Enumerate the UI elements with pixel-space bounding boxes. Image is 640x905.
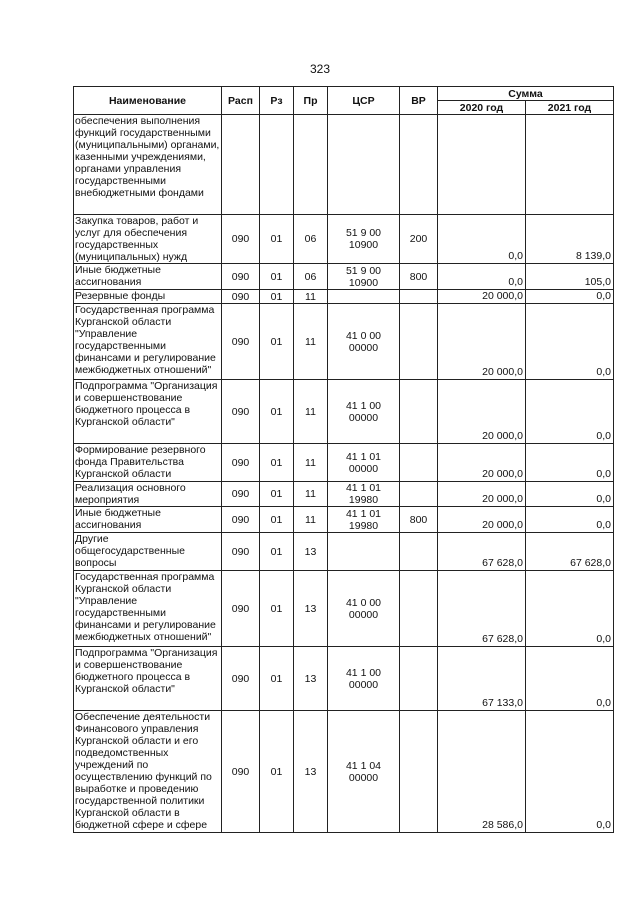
cell-pr: 11	[294, 304, 328, 380]
cell-y2020: 67 628,0	[438, 571, 526, 647]
cell-rasp: 090	[222, 647, 260, 711]
cell-vr	[400, 115, 438, 215]
cell-rz: 01	[260, 264, 294, 290]
cell-rz: 01	[260, 482, 294, 507]
cell-rasp: 090	[222, 215, 260, 264]
table-row	[74, 444, 614, 482]
cell-rz: 01	[260, 444, 294, 482]
cell-rasp: 090	[222, 571, 260, 647]
cell-y2021: 0,0	[526, 507, 614, 533]
cell-y2021: 8 139,0	[526, 215, 614, 264]
table-row	[74, 380, 614, 444]
cell-vr: 800	[400, 507, 438, 533]
header-name: Наименование	[74, 87, 222, 115]
cell-y2021: 0,0	[526, 482, 614, 507]
cell-y2021: 0,0	[526, 444, 614, 482]
cell-y2020: 0,0	[438, 264, 526, 290]
table-row	[74, 711, 614, 833]
cell-csr: 41 1 00 00000	[328, 380, 400, 444]
cell-rasp	[222, 115, 260, 215]
cell-y2021: 67 628,0	[526, 533, 614, 571]
cell-y2021: 0,0	[526, 304, 614, 380]
cell-csr: 41 1 01 19980	[328, 507, 400, 533]
cell-csr: 41 1 04 00000	[328, 711, 400, 833]
cell-rz: 01	[260, 647, 294, 711]
cell-y2020: 67 133,0	[438, 647, 526, 711]
cell-name: Государственная программа Курганской области "Управление государственными финансами и регулирование межбюджетных отношений"	[74, 304, 222, 380]
cell-csr: 41 1 00 00000	[328, 647, 400, 711]
table-row	[74, 482, 614, 507]
table-row	[74, 290, 614, 304]
cell-vr	[400, 304, 438, 380]
cell-name: Подпрограмма "Организация и совершенствование бюджетного процесса в Курганской области"	[74, 647, 222, 711]
header-pr: Пр	[294, 87, 328, 115]
cell-pr	[294, 115, 328, 215]
cell-vr	[400, 647, 438, 711]
cell-pr: 06	[294, 264, 328, 290]
cell-rz: 01	[260, 533, 294, 571]
cell-pr: 11	[294, 290, 328, 304]
table-row	[74, 571, 614, 647]
cell-y2020: 67 628,0	[438, 533, 526, 571]
header-2021: 2021 год	[526, 101, 614, 115]
cell-csr: 51 9 00 10900	[328, 215, 400, 264]
table-row	[74, 115, 614, 215]
cell-rasp: 090	[222, 533, 260, 571]
cell-name: Обеспечение деятельности Финансового управления Курганской области и его подведомственных учреждений по осуществлению функций по выработке и проведению государственной политики Курганской области в бюджетной сфере и сфере	[74, 711, 222, 833]
cell-name: обеспечения выполнения функций государственными (муниципальными) органами, казенными учреждениями, органами управления государственными внебюджетными фондами	[74, 115, 222, 215]
cell-y2020: 20 000,0	[438, 380, 526, 444]
header-2020: 2020 год	[438, 101, 526, 115]
cell-y2021: 0,0	[526, 380, 614, 444]
cell-rasp: 090	[222, 507, 260, 533]
cell-y2020: 20 000,0	[438, 482, 526, 507]
cell-csr: 51 9 00 10900	[328, 264, 400, 290]
cell-y2021: 105,0	[526, 264, 614, 290]
table-row	[74, 304, 614, 380]
cell-pr: 11	[294, 380, 328, 444]
cell-rz: 01	[260, 380, 294, 444]
cell-name: Подпрограмма "Организация и совершенствование бюджетного процесса в Курганской области"	[74, 380, 222, 444]
header-rasp: Расп	[222, 87, 260, 115]
cell-rasp: 090	[222, 304, 260, 380]
cell-vr	[400, 482, 438, 507]
cell-csr: 41 1 01 00000	[328, 444, 400, 482]
cell-csr	[328, 533, 400, 571]
cell-rasp: 090	[222, 444, 260, 482]
cell-vr	[400, 571, 438, 647]
cell-y2021: 0,0	[526, 711, 614, 833]
cell-name: Иные бюджетные ассигнования	[74, 507, 222, 533]
cell-vr	[400, 711, 438, 833]
cell-pr: 13	[294, 711, 328, 833]
cell-rz	[260, 115, 294, 215]
cell-y2020: 0,0	[438, 215, 526, 264]
cell-rz: 01	[260, 711, 294, 833]
cell-name: Формирование резервного фонда Правительства Курганской области	[74, 444, 222, 482]
table-row	[74, 533, 614, 571]
cell-csr	[328, 115, 400, 215]
cell-vr: 200	[400, 215, 438, 264]
cell-rz: 01	[260, 507, 294, 533]
cell-y2021: 0,0	[526, 290, 614, 304]
table-row	[74, 215, 614, 264]
cell-rz: 01	[260, 304, 294, 380]
cell-csr: 41 1 01 19980	[328, 482, 400, 507]
cell-y2021: 0,0	[526, 647, 614, 711]
cell-pr: 13	[294, 533, 328, 571]
header-sum: Сумма	[438, 87, 614, 101]
cell-vr	[400, 444, 438, 482]
header-csr: ЦСР	[328, 87, 400, 115]
cell-rasp: 090	[222, 482, 260, 507]
cell-pr: 13	[294, 647, 328, 711]
cell-y2020: 20 000,0	[438, 444, 526, 482]
cell-rz: 01	[260, 290, 294, 304]
cell-y2020: 20 000,0	[438, 290, 526, 304]
cell-pr: 11	[294, 482, 328, 507]
cell-vr	[400, 380, 438, 444]
table-row	[74, 507, 614, 533]
cell-name: Иные бюджетные ассигнования	[74, 264, 222, 290]
cell-rasp: 090	[222, 290, 260, 304]
cell-name: Государственная программа Курганской области "Управление государственными финансами и регулирование межбюджетных отношений"	[74, 571, 222, 647]
cell-y2020: 20 000,0	[438, 507, 526, 533]
cell-y2021	[526, 115, 614, 215]
cell-vr: 800	[400, 264, 438, 290]
cell-name: Другие общегосударственные вопросы	[74, 533, 222, 571]
table-row	[74, 264, 614, 290]
cell-vr	[400, 533, 438, 571]
cell-csr	[328, 290, 400, 304]
cell-y2020: 20 000,0	[438, 304, 526, 380]
cell-rasp: 090	[222, 380, 260, 444]
budget-table	[73, 86, 614, 833]
cell-pr: 13	[294, 571, 328, 647]
cell-y2021: 0,0	[526, 571, 614, 647]
cell-pr: 11	[294, 507, 328, 533]
cell-csr: 41 0 00 00000	[328, 304, 400, 380]
cell-rz: 01	[260, 215, 294, 264]
cell-pr: 11	[294, 444, 328, 482]
cell-name: Реализация основного мероприятия	[74, 482, 222, 507]
page-number: 323	[309, 62, 331, 76]
cell-pr: 06	[294, 215, 328, 264]
cell-vr	[400, 290, 438, 304]
cell-rz: 01	[260, 571, 294, 647]
header-rz: Рз	[260, 87, 294, 115]
cell-rasp: 090	[222, 264, 260, 290]
cell-y2020: 28 586,0	[438, 711, 526, 833]
cell-y2020	[438, 115, 526, 215]
cell-name: Закупка товаров, работ и услуг для обеспечения государственных (муниципальных) нужд	[74, 215, 222, 264]
cell-name: Резервные фонды	[74, 290, 222, 304]
cell-rasp: 090	[222, 711, 260, 833]
table-row	[74, 647, 614, 711]
cell-csr: 41 0 00 00000	[328, 571, 400, 647]
header-vr: ВР	[400, 87, 438, 115]
